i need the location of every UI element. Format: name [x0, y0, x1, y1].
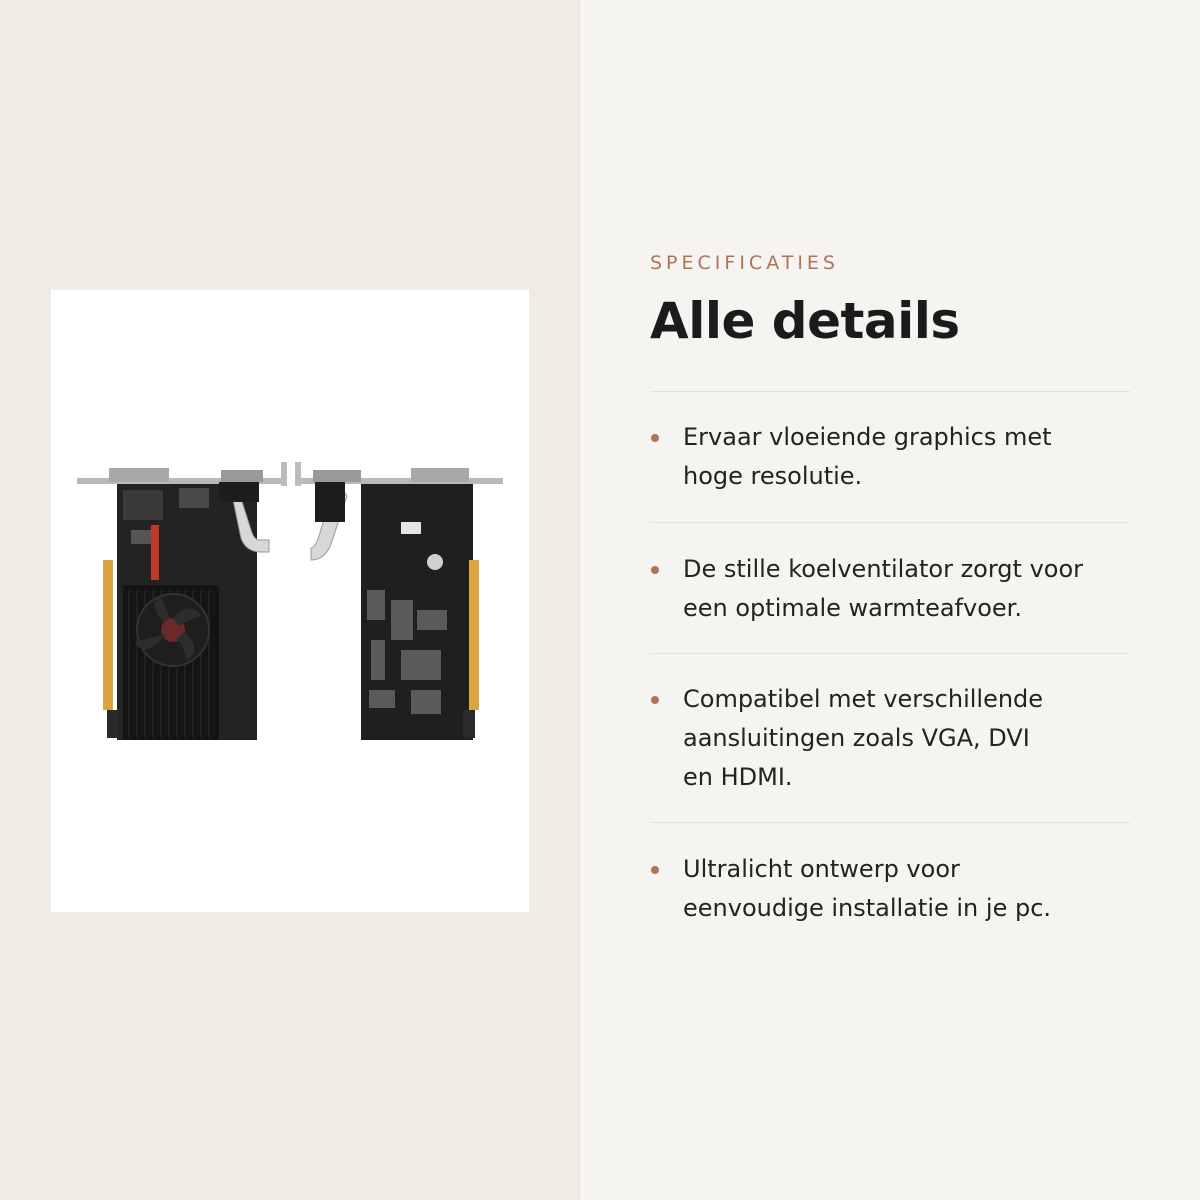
section-eyebrow: SPECIFICATIES: [650, 252, 839, 274]
feature-line: eenvoudige installatie in je pc.: [683, 894, 1052, 922]
feature-line: De stille koelventilator zorgt voor: [683, 555, 1084, 583]
section-title: Alle details: [650, 292, 960, 350]
feature-text: [683, 550, 1123, 628]
feature-line: en HDMI.: [683, 763, 793, 791]
bullet-dot-icon: [651, 434, 659, 442]
feature-line: Ervaar vloeiende graphics met: [683, 423, 1052, 451]
feature-line: aansluitingen zoals VGA, DVI: [683, 724, 1030, 752]
product-photo: [51, 290, 529, 912]
feature-text: [683, 418, 1123, 496]
bullet-dot-icon: [651, 866, 659, 874]
front-vga-port: [221, 470, 263, 482]
back-dvi-port: [411, 468, 469, 482]
front-gold-contacts: [103, 560, 113, 710]
divider-line: [650, 822, 1130, 823]
graphics-card-illustration: [51, 290, 529, 912]
back-vga-port: [313, 470, 361, 482]
front-dvi-port: [109, 468, 169, 482]
bullet-dot-icon: [651, 566, 659, 574]
feature-text: [683, 850, 1123, 928]
divider-line: [650, 522, 1130, 523]
feature-line: Compatibel met verschillende: [683, 685, 1044, 713]
divider-line: [650, 653, 1130, 654]
bullet-dot-icon: [651, 696, 659, 704]
feature-text: [683, 680, 1123, 797]
feature-line: hoge resolutie.: [683, 462, 863, 490]
divider-line: [650, 391, 1130, 392]
feature-line: Ultralicht ontwerp voor: [683, 855, 960, 883]
back-gold-contacts: [469, 560, 479, 710]
feature-line: een optimale warmteafvoer.: [683, 594, 1022, 622]
